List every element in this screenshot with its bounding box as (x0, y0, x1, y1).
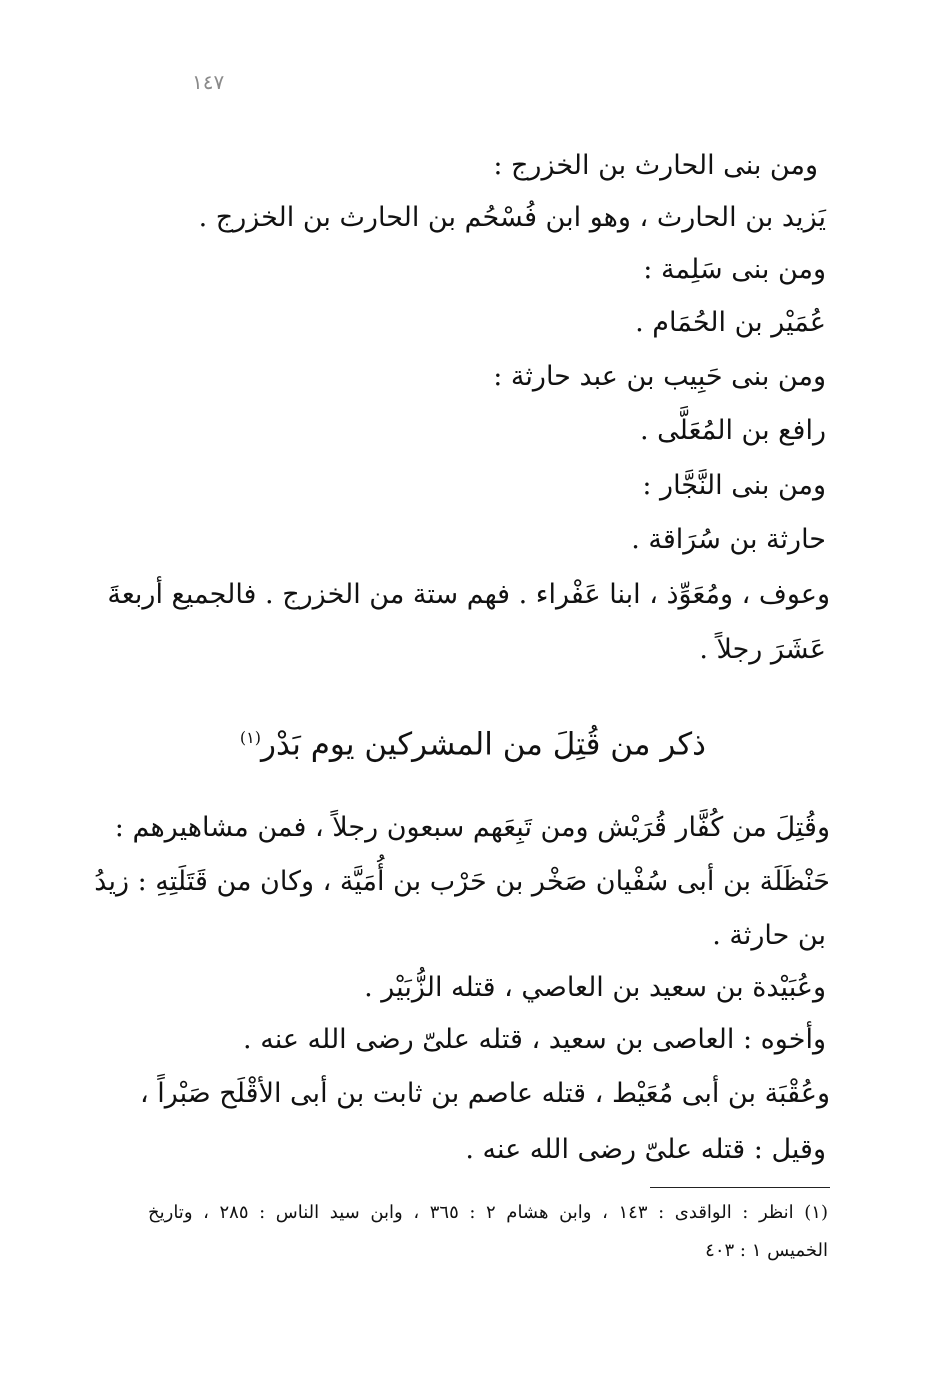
text-line: يَزيد بن الحارث ، وهو ابن فُسْحُم بن الحارث بن الخزرج . (198, 202, 826, 233)
text-line: وأخوه : العاصى بن سعيد ، قتله علىّ رضى الله عنه . (243, 1024, 826, 1055)
page-number: ١٤٧ (192, 70, 225, 94)
text-line: ومن بنى حَبِيب بن عبد حارثة : (493, 361, 826, 392)
text-line: ومن بنى سَلِمة : (643, 254, 826, 285)
text-line: وعُبَيْدة بن سعيد بن العاصي ، قتله الزُّبَيْر . (364, 972, 826, 1003)
text-line: حَنْظَلَة بن أبى سُفْيان صَخْر بن حَرْب بن أُمَيَّة ، وكان من قَتَلَتِهِ : زيدُ (94, 866, 830, 897)
text-line: وعُقْبَة بن أبى مُعَيْط ، قتله عاصم بن ثابت بن أبى الأقْلَح صَبْراً ، (139, 1078, 830, 1109)
footnote-divider (650, 1187, 830, 1188)
section-heading (240, 716, 706, 766)
heading-text: ذكر من قُتِلَ من المشركين يوم بَدْر (260, 726, 706, 763)
text-line: وقُتِلَ من كُفَّار قُرَيْش ومن تَبِعَهم سبعون رجلاً ، فمن مشاهيرهم : (114, 812, 830, 843)
text-line: ومن بنى النَّجَّار : (642, 470, 826, 501)
text-line: وقيل : قتله علىّ رضى الله عنه . (465, 1134, 826, 1165)
text-line: ومن بنى الحارث بن الخزرج : (493, 150, 818, 181)
text-line: عَشَرَ رجلاً . (699, 634, 826, 665)
footnote-line: (١) انظر : الواقدى : ١٤٣ ، وابن هشام ٢ : ٣٦٥ ، وابن سيد الناس : ٢٨٥ ، وتاريخ (148, 1202, 828, 1223)
footnote-mark: (١) (239, 728, 261, 747)
text-line: حارثة بن سُرَاقة . (631, 524, 826, 555)
text-line: رافع بن المُعَلَّى . (639, 415, 826, 446)
text-line: عُمَيْر بن الحُمَام . (635, 307, 826, 338)
text-line: وعوف ، ومُعَوِّذ ، ابنا عَفْراء . فهم ستة من الخزرج . فالجميع أربعةَ (107, 579, 830, 610)
footnote-line: الخميس ١ : ٤٠٣ (705, 1240, 828, 1261)
text-line: بن حارثة . (712, 920, 826, 951)
